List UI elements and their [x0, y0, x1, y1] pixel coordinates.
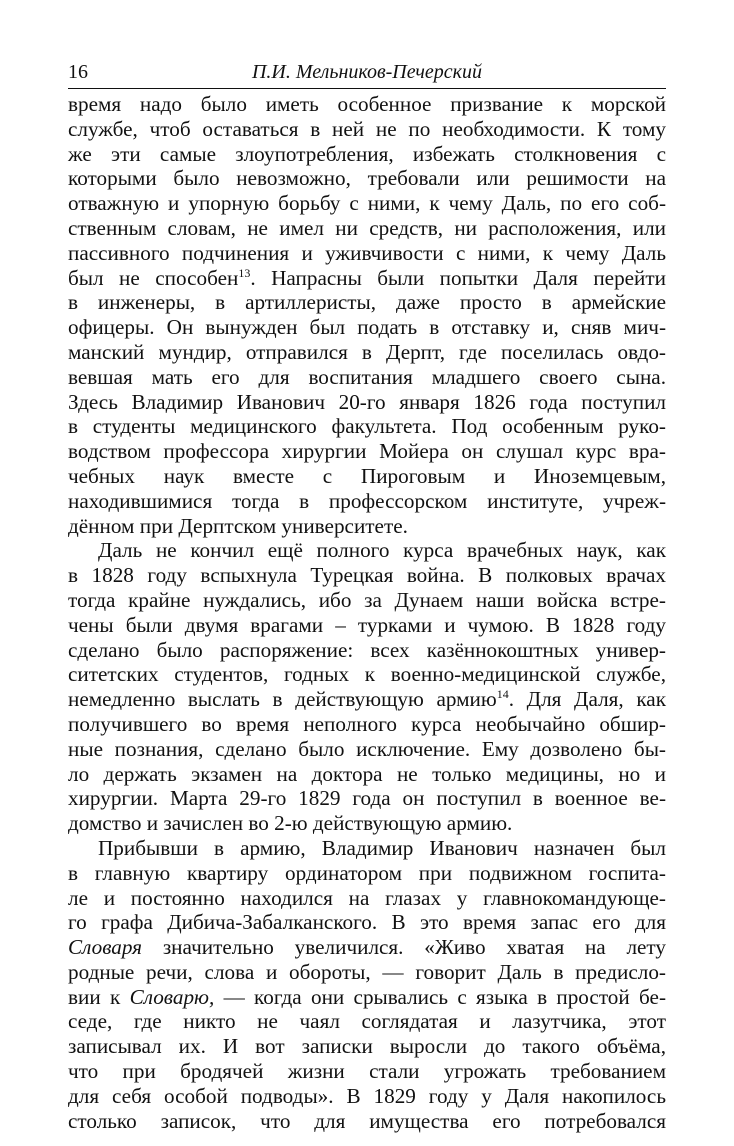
page-header: [68, 58, 666, 86]
text-line: которыми было невозможно, требовали или решимости на: [68, 166, 666, 191]
text-line-with-italic: [68, 985, 666, 1010]
running-title: П.И. Мельников-Печерский: [251, 61, 483, 83]
text-line: в студенты медицинского факультета. Под особенным руко-: [68, 414, 666, 439]
text-line: дённом при Дерптском университете.: [68, 513, 408, 538]
text-line: манский мундир, отправился в Дерпт, где поселилась овдо-: [68, 339, 666, 364]
text-line: хирургии. Марта 29-го 1829 года он поступил в военное ве-: [68, 786, 666, 811]
text-line: что при бродячей жизни стали угрожать требованием: [68, 1059, 666, 1084]
text-line: домство и зачислен во 2-ю действующую армию.: [68, 811, 513, 836]
text-line: чебных наук вместе с Пироговым и Иноземцевым,: [68, 463, 666, 488]
paragraph-3: [68, 836, 666, 1134]
text-line: седе, где никто не чаял соглядатая и лазутчика, этот: [68, 1009, 666, 1034]
text-line: Даль не кончил ещё полного курса врачебных наук, как: [98, 538, 666, 563]
text-fragment: был не способен: [68, 265, 239, 290]
text-line: для себя особой подводы». В 1829 году у Даля накопилось: [68, 1083, 666, 1108]
text-line: вевшая мать его для воспитания младшего своего сына.: [68, 364, 666, 389]
text-line-with-italic: [68, 935, 666, 960]
text-line: ные познания, сделано было исключение. Ему дозволено бы-: [68, 736, 666, 761]
paragraph-2: [68, 538, 666, 836]
text-fragment: значительно увеличился. «Живо хватая на лету: [162, 935, 666, 960]
text-line: го графа Дибича-Забалканского. В это время запас его для: [68, 910, 666, 935]
page-number: 16: [68, 61, 88, 83]
paragraph-1: [68, 92, 666, 538]
text-line: Прибывши в армию, Владимир Иванович назначен был: [98, 835, 666, 860]
italic-word: Словарю,: [129, 984, 215, 1009]
text-line: ситетских студентов, годных к военно-медицинской службе,: [68, 662, 666, 687]
text-line: в 1828 году вспыхнула Турецкая война. В полковых врачах: [68, 563, 666, 588]
body-text: [68, 92, 666, 1133]
text-line: сделано было распоряжение: всех казённокоштных универ-: [68, 637, 666, 662]
text-line: тогда крайне нуждались, ибо за Дунаем наши войска встре-: [68, 587, 666, 612]
text-line: родные речи, слова и обороты, — говорит Даль в предисло-: [68, 959, 666, 984]
text-line: ло держать экзамен на доктора не только медицины, но и: [68, 761, 666, 786]
text-fragment: . Для Даля, как: [508, 687, 666, 712]
text-fragment: — когда они срывались с языка в простой бе-: [214, 984, 666, 1009]
text-line: в главную квартиру ординатором при подвижном госпита-: [68, 860, 666, 885]
text-line: офицеры. Он вынужден был подать в отставку и, сняв мич-: [68, 315, 666, 340]
text-line: ле и постоянно находился на глазах у главнокомандующе-: [68, 885, 666, 910]
footnote-ref: 14: [496, 687, 509, 702]
text-line: же эти самые злоупотребления, избежать столкновения с: [68, 141, 666, 166]
text-line: пассивного подчинения и уживчивости с ними, к чему Даль: [68, 240, 666, 265]
footnote-ref: 13: [238, 265, 251, 280]
text-line: отважную и упорную борьбу с ними, к чему Даль, по его соб-: [68, 191, 666, 216]
text-line: записывал их. И вот записки выросли до такого объёма,: [68, 1034, 666, 1059]
text-line: в инженеры, в артиллеристы, даже просто в армейские: [68, 290, 666, 315]
text-line: время надо было иметь особенное призвание к морской: [68, 92, 666, 116]
text-line: службе, чтоб оставаться в ней не по необходимости. К тому: [68, 116, 666, 141]
text-fragment: немедленно выслать в действующую армию: [68, 687, 497, 712]
text-line: получившего во время неполного курса необычайно обшир-: [68, 711, 666, 736]
text-line: Здесь Владимир Иванович 20-го января 1826 года поступил: [68, 389, 666, 414]
text-line: водством профессора хирургии Мойера он слушал курс вра-: [68, 439, 666, 464]
text-line: находившимися тогда в профессорском институте, учреж-: [68, 488, 666, 513]
text-line-with-footnote: [68, 687, 666, 712]
text-fragment: . Напрасны были попытки Даля перейти: [250, 265, 666, 290]
header-rule: [68, 88, 666, 89]
italic-word: Словаря: [68, 935, 143, 960]
text-fragment: вии к: [68, 984, 121, 1009]
text-line-with-footnote: [68, 266, 666, 291]
text-line: ственным словам, не имел ни средств, ни расположения, или: [68, 215, 666, 240]
text-line: столько записок, что для имущества его потребовался: [68, 1108, 666, 1133]
text-line: чены были двумя врагами – турками и чумою. В 1828 году: [68, 612, 666, 637]
